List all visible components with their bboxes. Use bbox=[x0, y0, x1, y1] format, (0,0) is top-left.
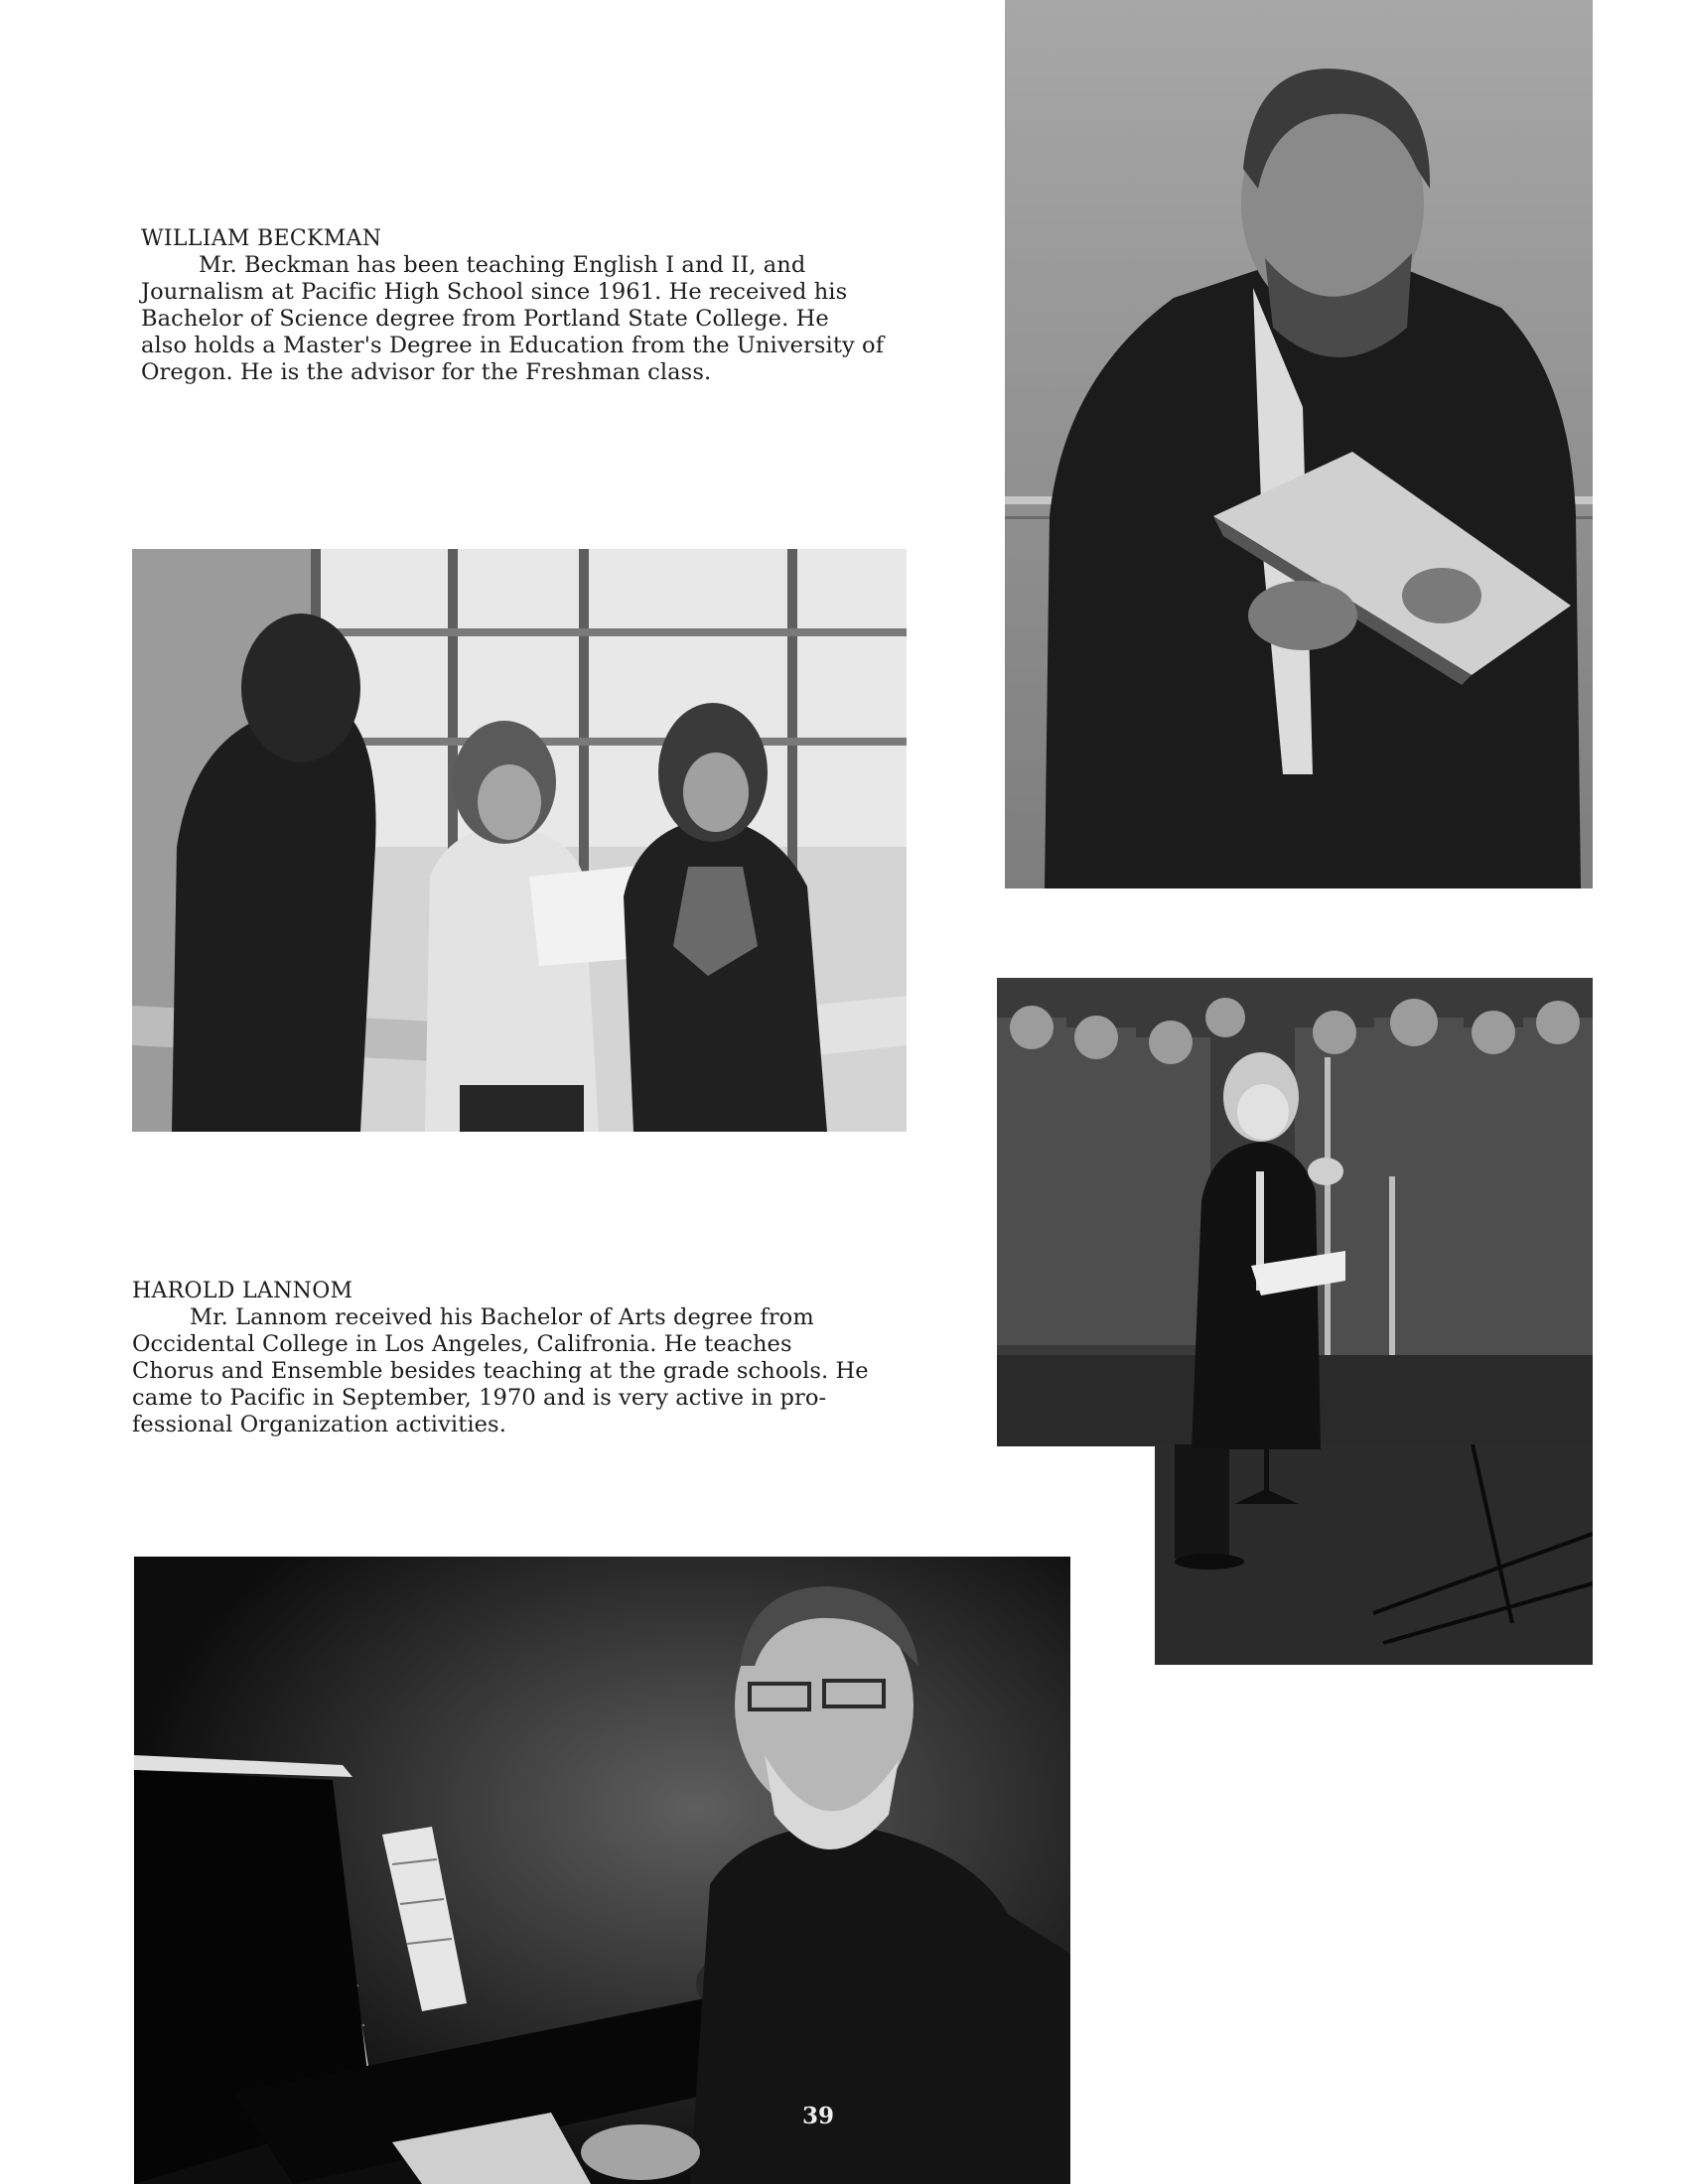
lannom-bio-line-5: fessional Organization activities. bbox=[132, 1412, 506, 1437]
piano-photo bbox=[134, 1557, 1070, 2184]
lannom-bio-line-4: came to Pacific in September, 1970 and is very active in pro- bbox=[132, 1385, 827, 1411]
lannom-bio bbox=[132, 1278, 926, 1438]
lannom-bio-line-3: Chorus and Ensemble besides teaching at the grade schools. He bbox=[132, 1358, 869, 1384]
beckman-bio-line-4: also holds a Master's Degree in Education from the University of bbox=[141, 333, 885, 358]
conductor-figure bbox=[1152, 1052, 1350, 1449]
beckman-bio bbox=[141, 225, 935, 386]
beckman-bio-line-3: Bachelor of Science degree from Portland State College. He bbox=[141, 306, 829, 332]
conductor-photo bbox=[1155, 1444, 1593, 1665]
lannom-name: HAROLD LANNOM bbox=[132, 1279, 353, 1303]
teacher-reading-photo bbox=[1005, 0, 1593, 888]
page-number: 39 bbox=[802, 2103, 835, 2129]
students-photo bbox=[132, 549, 907, 1132]
lannom-bio-line-1: Mr. Lannom received his Bachelor of Arts degree from bbox=[190, 1304, 814, 1330]
lannom-bio-line-2: Occidental College in Los Angeles, Califronia. He teaches bbox=[132, 1331, 792, 1357]
beckman-bio-line-5: Oregon. He is the advisor for the Freshman class. bbox=[141, 359, 712, 385]
beckman-name: WILLIAM BECKMAN bbox=[141, 226, 382, 251]
beckman-bio-line-1: Mr. Beckman has been teaching English I and II, and bbox=[199, 252, 806, 278]
beckman-bio-line-2: Journalism at Pacific High School since 1961. He received his bbox=[141, 279, 848, 305]
